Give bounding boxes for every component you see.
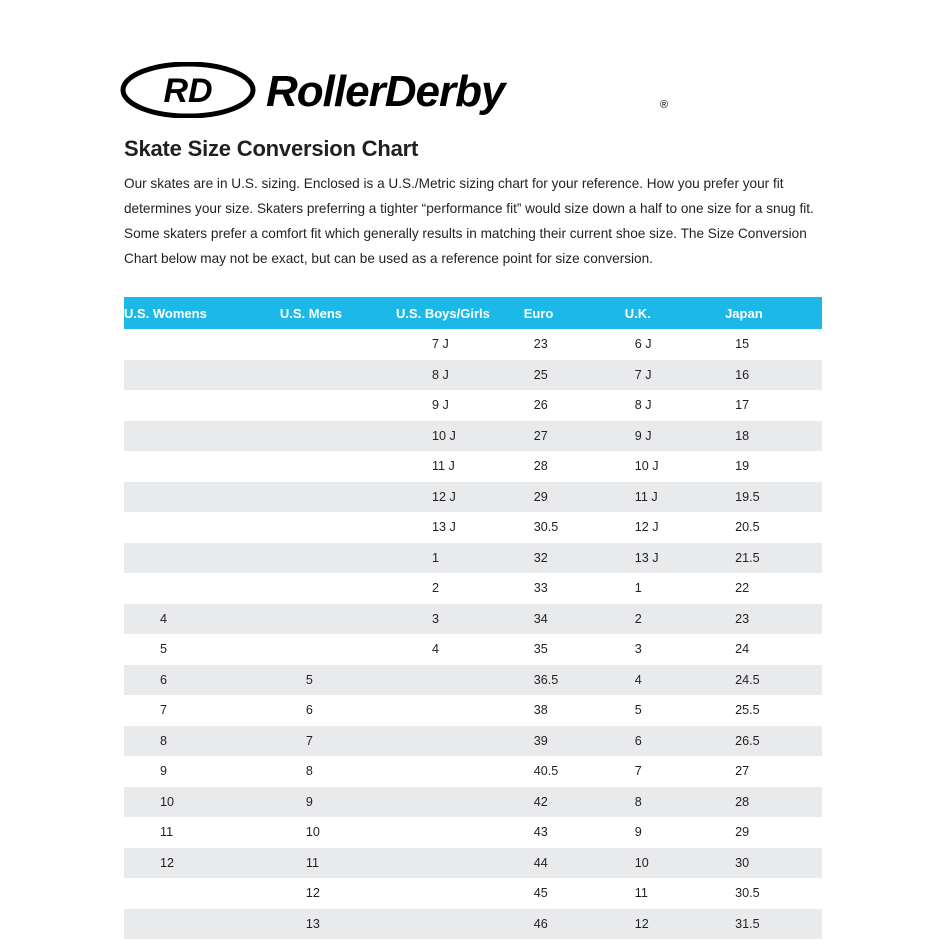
cell-us-mens: 8 [280, 756, 396, 787]
cell-uk: 7 [625, 756, 725, 787]
cell-us-boys-girls [396, 878, 524, 909]
cell-us-womens: 4 [124, 604, 280, 635]
cell-uk: 7 J [625, 360, 725, 391]
page-title: Skate Size Conversion Chart [124, 136, 419, 161]
cell-us-womens: 5 [124, 634, 280, 665]
cell-us-boys-girls [396, 726, 524, 757]
table-row [124, 329, 822, 360]
cell-euro: 45 [524, 878, 625, 909]
table-row [124, 573, 822, 604]
cell-us-boys-girls: 1 [396, 543, 524, 574]
cell-us-boys-girls [396, 756, 524, 787]
table-row [124, 878, 822, 909]
cell-us-boys-girls [396, 909, 524, 940]
column-header-us-womens: U.S. Womens [124, 297, 280, 329]
cell-euro: 36.5 [524, 665, 625, 696]
cell-us-boys-girls: 8 J [396, 360, 524, 391]
table-row [124, 665, 822, 696]
cell-japan: 21.5 [725, 543, 822, 574]
cell-us-womens [124, 421, 280, 452]
table-body [124, 329, 822, 939]
cell-us-womens [124, 909, 280, 940]
cell-us-mens [280, 512, 396, 543]
roller-derby-logo-icon [120, 62, 820, 118]
cell-us-womens [124, 512, 280, 543]
cell-uk: 11 [625, 878, 725, 909]
cell-us-mens: 9 [280, 787, 396, 818]
cell-us-boys-girls: 9 J [396, 390, 524, 421]
cell-uk: 1 [625, 573, 725, 604]
table-row [124, 512, 822, 543]
cell-euro: 32 [524, 543, 625, 574]
cell-japan: 31.5 [725, 909, 822, 940]
cell-us-boys-girls: 13 J [396, 512, 524, 543]
cell-uk: 4 [625, 665, 725, 696]
cell-japan: 24.5 [725, 665, 822, 696]
cell-japan: 28 [725, 787, 822, 818]
brand-logo [120, 62, 820, 118]
cell-japan: 30 [725, 848, 822, 879]
cell-japan: 17 [725, 390, 822, 421]
table-row [124, 390, 822, 421]
cell-euro: 46 [524, 909, 625, 940]
cell-us-womens: 6 [124, 665, 280, 696]
cell-us-womens [124, 482, 280, 513]
cell-japan: 19 [725, 451, 822, 482]
cell-us-womens: 8 [124, 726, 280, 757]
column-header-uk: U.K. [625, 297, 725, 329]
cell-euro: 42 [524, 787, 625, 818]
cell-us-womens [124, 390, 280, 421]
cell-japan: 16 [725, 360, 822, 391]
cell-us-mens: 6 [280, 695, 396, 726]
cell-japan: 22 [725, 573, 822, 604]
cell-us-womens: 12 [124, 848, 280, 879]
cell-japan: 27 [725, 756, 822, 787]
column-header-us-mens: U.S. Mens [280, 297, 396, 329]
cell-us-womens [124, 878, 280, 909]
column-header-us-boys-girls: U.S. Boys/Girls [396, 297, 524, 329]
cell-us-mens [280, 573, 396, 604]
cell-euro: 28 [524, 451, 625, 482]
cell-japan: 25.5 [725, 695, 822, 726]
cell-uk: 12 J [625, 512, 725, 543]
cell-us-mens [280, 329, 396, 360]
cell-us-womens [124, 543, 280, 574]
cell-us-mens [280, 634, 396, 665]
table-row [124, 817, 822, 848]
cell-euro: 35 [524, 634, 625, 665]
cell-us-boys-girls [396, 665, 524, 696]
cell-us-womens: 9 [124, 756, 280, 787]
table-header-row [124, 297, 822, 329]
table-row [124, 909, 822, 940]
cell-us-mens: 12 [280, 878, 396, 909]
table-row [124, 604, 822, 635]
cell-us-boys-girls [396, 695, 524, 726]
svg-text:®: ® [660, 99, 669, 111]
table-row [124, 756, 822, 787]
cell-us-womens [124, 360, 280, 391]
cell-us-mens: 5 [280, 665, 396, 696]
cell-uk: 8 [625, 787, 725, 818]
cell-us-mens: 13 [280, 909, 396, 940]
cell-us-boys-girls: 3 [396, 604, 524, 635]
column-header-japan: Japan [725, 297, 822, 329]
cell-euro: 33 [524, 573, 625, 604]
cell-japan: 26.5 [725, 726, 822, 757]
cell-uk: 9 J [625, 421, 725, 452]
cell-euro: 26 [524, 390, 625, 421]
cell-uk: 10 [625, 848, 725, 879]
cell-euro: 39 [524, 726, 625, 757]
cell-japan: 15 [725, 329, 822, 360]
cell-uk: 2 [625, 604, 725, 635]
table-row [124, 848, 822, 879]
cell-uk: 6 [625, 726, 725, 757]
cell-us-boys-girls: 7 J [396, 329, 524, 360]
cell-japan: 23 [725, 604, 822, 635]
cell-uk: 8 J [625, 390, 725, 421]
svg-text:RollerDerby: RollerDerby [266, 67, 505, 116]
cell-uk: 11 J [625, 482, 725, 513]
cell-uk: 9 [625, 817, 725, 848]
cell-us-boys-girls: 12 J [396, 482, 524, 513]
cell-us-womens [124, 451, 280, 482]
cell-japan: 29 [725, 817, 822, 848]
cell-euro: 38 [524, 695, 625, 726]
cell-japan: 20.5 [725, 512, 822, 543]
cell-us-boys-girls: 2 [396, 573, 524, 604]
cell-euro: 27 [524, 421, 625, 452]
cell-japan: 19.5 [725, 482, 822, 513]
table-row [124, 543, 822, 574]
cell-euro: 23 [524, 329, 625, 360]
cell-euro: 44 [524, 848, 625, 879]
cell-us-boys-girls [396, 787, 524, 818]
table-row [124, 451, 822, 482]
cell-us-mens [280, 604, 396, 635]
size-conversion-table [124, 297, 822, 939]
table-row [124, 360, 822, 391]
cell-uk: 10 J [625, 451, 725, 482]
cell-uk: 3 [625, 634, 725, 665]
column-header-euro: Euro [524, 297, 625, 329]
cell-us-boys-girls [396, 848, 524, 879]
cell-euro: 34 [524, 604, 625, 635]
cell-us-mens [280, 360, 396, 391]
cell-uk: 5 [625, 695, 725, 726]
cell-euro: 30.5 [524, 512, 625, 543]
cell-us-womens: 10 [124, 787, 280, 818]
cell-euro: 43 [524, 817, 625, 848]
cell-us-mens: 7 [280, 726, 396, 757]
cell-japan: 30.5 [725, 878, 822, 909]
cell-us-womens [124, 329, 280, 360]
cell-us-womens [124, 573, 280, 604]
table-row [124, 787, 822, 818]
cell-japan: 18 [725, 421, 822, 452]
cell-uk: 13 J [625, 543, 725, 574]
cell-uk: 12 [625, 909, 725, 940]
table-row [124, 634, 822, 665]
table-row [124, 421, 822, 452]
cell-us-mens [280, 421, 396, 452]
cell-us-boys-girls [396, 817, 524, 848]
cell-us-boys-girls: 11 J [396, 451, 524, 482]
cell-us-womens: 11 [124, 817, 280, 848]
svg-text:RD: RD [163, 72, 213, 110]
cell-us-womens: 7 [124, 695, 280, 726]
left-margin [0, 0, 84, 940]
cell-us-mens: 11 [280, 848, 396, 879]
cell-us-boys-girls: 4 [396, 634, 524, 665]
table-row [124, 482, 822, 513]
cell-japan: 24 [725, 634, 822, 665]
cell-us-boys-girls: 10 J [396, 421, 524, 452]
table-row [124, 726, 822, 757]
cell-us-mens: 10 [280, 817, 396, 848]
cell-us-mens [280, 451, 396, 482]
cell-euro: 40.5 [524, 756, 625, 787]
right-margin [856, 0, 940, 940]
cell-euro: 29 [524, 482, 625, 513]
cell-us-mens [280, 482, 396, 513]
cell-euro: 25 [524, 360, 625, 391]
intro-paragraph: Our skates are in U.S. sizing. Enclosed is a U.S./Metric sizing chart for your reference. How you prefer your fit determines your size. Skaters preferring a tighter “performance fit” would size down a half to one size for a snug fit. Some skaters prefer a comfort fit which generally results in matching their current shoe size. The Size Conversion Chart below may not be exact, but can be used as a reference point for size conversion. [124, 176, 814, 266]
cell-us-mens [280, 390, 396, 421]
table-row [124, 695, 822, 726]
cell-uk: 6 J [625, 329, 725, 360]
cell-us-mens [280, 543, 396, 574]
